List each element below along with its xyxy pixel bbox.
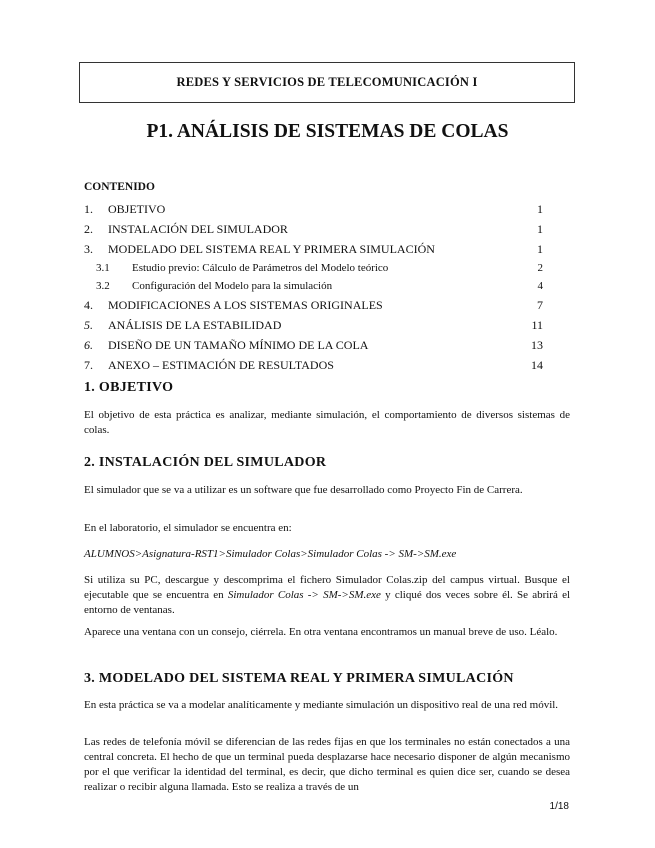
toc-entry-number: 4. [84, 298, 93, 312]
toc-entry[interactable] [84, 355, 543, 375]
paragraph: El simulador que se va a utilizar es un software que fue desarrollado como Proyecto Fin de Carrera. [84, 484, 523, 496]
toc-entry-page: 13 [531, 338, 543, 352]
toc-entry-text: Configuración del Modelo para la simulación [132, 280, 333, 292]
paragraph: Aparece una ventana con un consejo, ciérrela. En otra ventana encontramos un manual breve de uso. Léalo. [84, 626, 558, 638]
toc-entry-number: 3. [84, 242, 93, 256]
toc-entry-page: 11 [531, 318, 543, 332]
paragraph-text: y cliqué dos veces sobre él. Se abrirá el entorno de ventanas. [84, 589, 571, 616]
toc-entry[interactable] [84, 315, 543, 335]
toc-entry-number: 3.1 [96, 262, 110, 274]
toc-entry-number: 3.2 [96, 280, 110, 292]
course-header [79, 62, 575, 103]
document-title: P1. ANÁLISIS DE SISTEMAS DE COLAS [146, 121, 509, 142]
toc-entry-text: ANÁLISIS DE LA ESTABILIDAD [108, 318, 282, 332]
toc-entry-number: 7. [84, 358, 93, 372]
table-of-contents [84, 199, 543, 375]
toc-entry-text: ANEXO – ESTIMACIÓN DE RESULTADOS [108, 358, 334, 372]
toc-entry-text: INSTALACIÓN DEL SIMULADOR [108, 222, 288, 236]
toc-entry[interactable] [84, 199, 543, 219]
section-heading-objetivo: 1. OBJETIVO [84, 380, 174, 395]
paragraph: En el laboratorio, el simulador se encuentra en: [84, 522, 292, 534]
toc-entry-number: 6. [84, 338, 93, 352]
toc-entry-page: 1 [537, 242, 543, 256]
paragraph: El objetivo de esta práctica es analizar, mediante simulación, el comportamiento de diversos sistemas de colas. [84, 409, 570, 436]
toc-entry-number: 1. [84, 202, 93, 216]
toc-entry-page: 1 [537, 202, 543, 216]
toc-subentry[interactable] [84, 277, 543, 295]
section-heading-modelado: 3. MODELADO DEL SISTEMA REAL Y PRIMERA SIMULACIÓN [84, 671, 514, 686]
toc-entry-text: MODELADO DEL SISTEMA REAL Y PRIMERA SIMULACIÓN [108, 242, 435, 256]
toc-entry-text: Estudio previo: Cálculo de Parámetros del Modelo teórico [132, 262, 389, 274]
toc-entry-number: 2. [84, 222, 93, 236]
toc-entry-text: OBJETIVO [108, 202, 166, 216]
section-heading-instalacion: 2. INSTALACIÓN DEL SIMULADOR [84, 455, 327, 470]
toc-entry[interactable] [84, 239, 543, 259]
toc-entry-text: DISEÑO DE UN TAMAÑO MÍNIMO DE LA COLA [108, 338, 369, 352]
toc-entry-page: 2 [537, 262, 543, 274]
paragraph: En esta práctica se va a modelar analíticamente y mediante simulación un dispositivo real de una red móvil. [84, 699, 559, 711]
toc-entry-number: 5. [84, 318, 93, 332]
executable-path: Simulador Colas -> SM->SM.exe [227, 589, 381, 601]
simulator-path: ALUMNOS>Asignatura-RST1>Simulador Colas>Simulador Colas -> SM->SM.exe [84, 548, 457, 560]
toc-entry-page: 1 [537, 222, 543, 236]
toc-entry[interactable] [84, 219, 543, 239]
toc-entry[interactable] [84, 335, 543, 355]
page-number: 1/18 [549, 801, 569, 812]
toc-entry-page: 4 [537, 280, 543, 292]
paragraph [84, 573, 570, 618]
toc-entry-page: 7 [537, 298, 543, 312]
toc-entry-page: 14 [531, 358, 543, 372]
toc-entry-text: MODIFICACIONES A LOS SISTEMAS ORIGINALES [108, 298, 383, 312]
toc-label: CONTENIDO [84, 181, 155, 193]
paragraph-text: Si utiliza su PC, descargue y descomprima el fichero Simulador Colas.zip del campus virtual. Busque el ejecutable que se encuentra en [84, 574, 570, 601]
toc-entry[interactable] [84, 295, 543, 315]
course-title: REDES Y SERVICIOS DE TELECOMUNICACIÓN I [176, 75, 478, 89]
toc-subentry[interactable] [84, 259, 543, 277]
paragraph: Las redes de telefonía móvil se diferencian de las redes fijas en que los terminales no están conectados a una central concreta. El hecho de que un terminal pueda desplazarse hace necesario disponer de algún mecanismo por el que verificar la identidad del terminal, es decir, que dicho terminal es quien dice ser, cuando se desea realizar o recibir alguna llamada. Esto se realiza a través de un [84, 736, 570, 793]
